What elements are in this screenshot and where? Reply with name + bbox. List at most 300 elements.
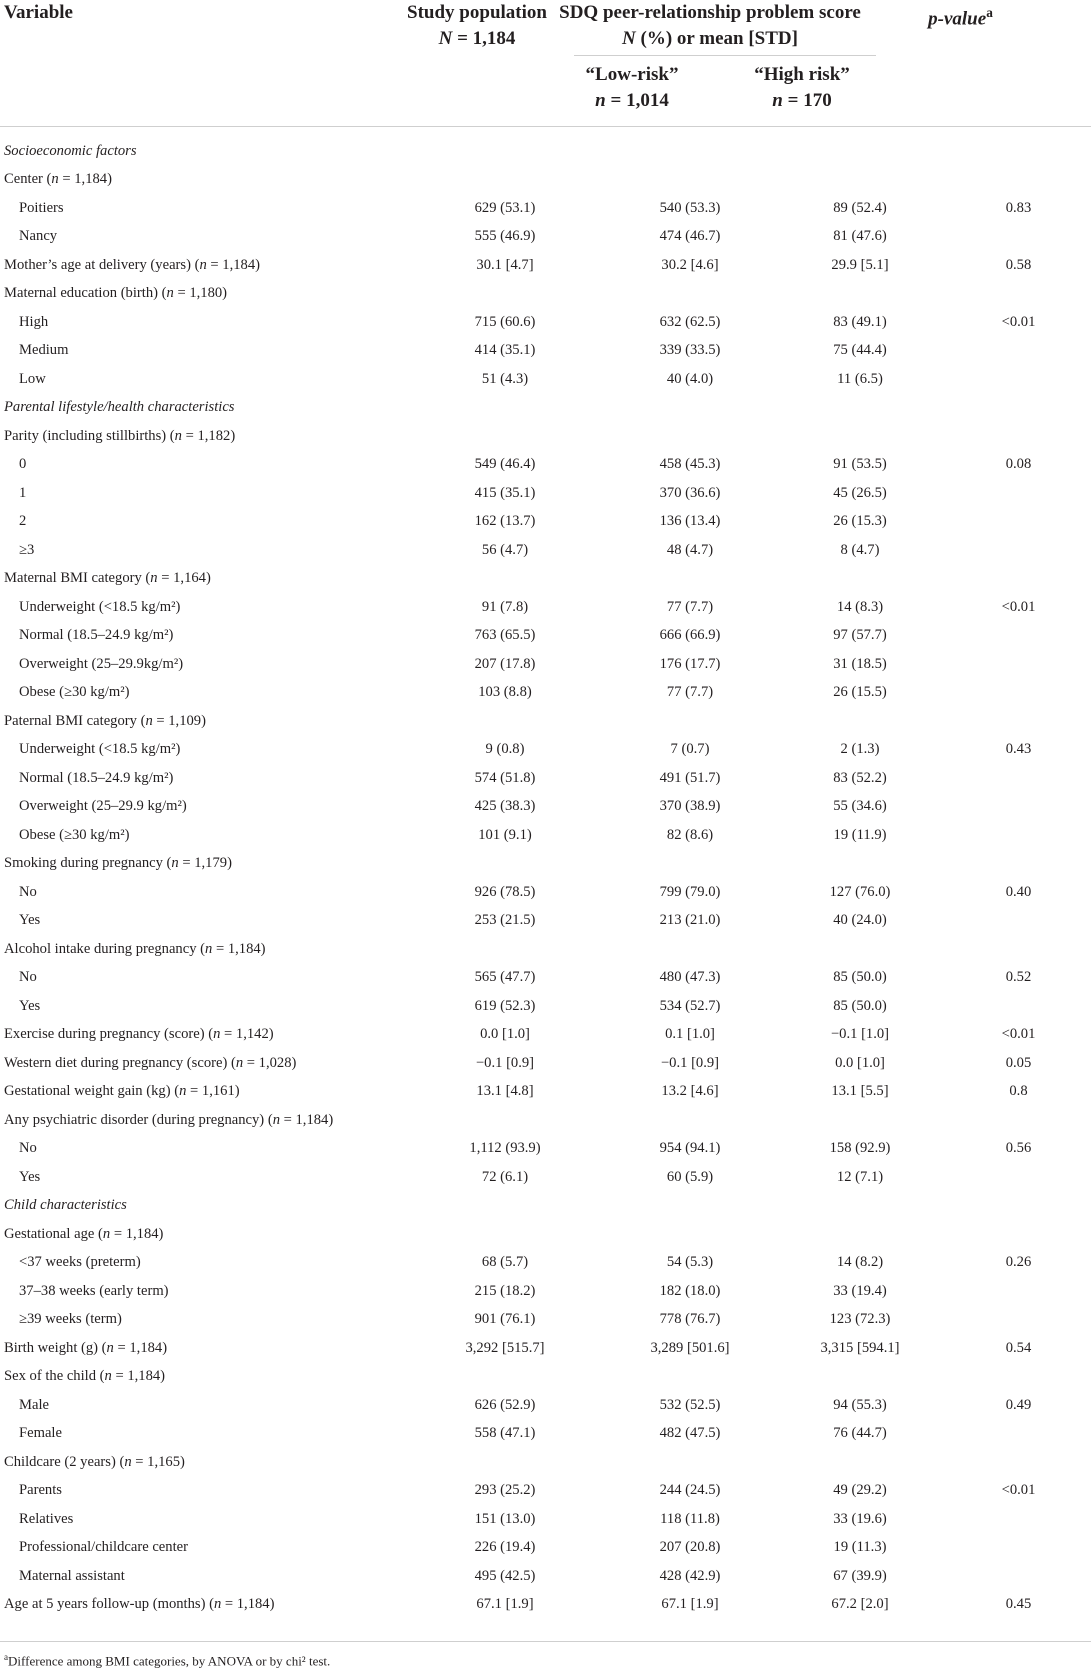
cell-high-risk: 19 (11.3) [833,1539,887,1556]
variable-row [0,1363,1091,1392]
cell-study-population: 13.1 [4.8] [476,1083,534,1100]
cell-study-population: 619 (52.3) [474,997,536,1014]
variable-label [0,166,404,195]
cell-high-risk: 91 (53.5) [833,456,887,473]
cell-high-risk: 26 (15.3) [833,513,887,530]
cell-study-population: 425 (38.3) [474,798,536,815]
cell-low-risk: 480 (47.3) [659,969,721,986]
cell-study-population: 293 (25.2) [474,1482,536,1499]
header-study-population [404,0,550,52]
cell-high-risk: 76 (44.7) [833,1425,887,1442]
variable-n-count: = 1,164) [157,570,211,587]
cell-high-risk: 49 (29.2) [833,1482,887,1499]
cell-low-risk: 67.1 [1.9] [661,1596,719,1613]
variable-label: Yes [19,997,41,1014]
header-study-n-letter: N [438,28,453,49]
variable-label [0,1334,404,1363]
cell-low-risk: 207 (20.8) [659,1539,721,1556]
variable-n-letter: n [150,570,158,587]
level-row [0,1477,1091,1506]
variable-row [0,166,1091,195]
variable-label [0,850,404,879]
cell-low-risk: 954 (94.1) [659,1140,721,1157]
level-row [0,793,1091,822]
cell-low-risk [606,1220,774,1249]
variable-row [0,1591,1091,1620]
variable-name: Exercise during pregnancy (score) ( [4,1026,214,1043]
variable-n-count: = 1,184) [58,171,112,188]
variable-n-letter: n [166,285,174,302]
cell-low-risk [606,1106,774,1135]
section-row [0,1192,1091,1221]
cell-pvalue [946,1106,1091,1135]
cell-high-risk [774,280,946,309]
cell-pvalue [946,1277,1091,1306]
data-table [0,137,1091,1619]
cell-study-population: 565 (47.7) [474,969,536,986]
variable-label [0,1591,404,1620]
variable-n-letter: n [205,940,213,957]
cell-study-population [404,1192,606,1221]
variable-n-count: = 1,142) [220,1026,274,1043]
cell-study-population: 207 (17.8) [474,655,536,672]
level-row [0,650,1091,679]
cell-low-risk: −0.1 [0.9] [660,1054,720,1071]
variable-label: <37 weeks (preterm) [19,1254,141,1271]
variable-row [0,280,1091,309]
cell-study-population: 103 (8.8) [478,684,532,701]
variable-label: 1 [19,484,27,501]
cell-high-risk: −0.1 [1.0] [830,1026,890,1043]
header-sdq-subtitle [550,26,870,52]
level-row [0,1420,1091,1449]
variable-label: No [19,969,37,986]
cell-low-risk: 339 (33.5) [659,342,721,359]
section-row [0,137,1091,166]
cell-low-risk: 60 (5.9) [666,1168,714,1185]
cell-high-risk: 31 (18.5) [833,655,887,672]
level-row [0,992,1091,1021]
variable-n-count: = 1,161) [186,1083,240,1100]
variable-label: Relatives [19,1510,74,1527]
variable-label: Male [19,1396,49,1413]
cell-low-risk: 428 (42.9) [659,1567,721,1584]
cell-high-risk [774,137,946,166]
cell-pvalue: 0.83 [1005,199,1032,216]
variable-label: ≥3 [19,541,35,558]
variable-label: Normal (18.5–24.9 kg/m²) [19,769,174,786]
cell-pvalue [946,280,1091,309]
variable-n-count: = 1,184) [221,1596,275,1613]
variable-row [0,1106,1091,1135]
level-row [0,479,1091,508]
cell-pvalue [946,650,1091,679]
cell-study-population: 555 (46.9) [474,228,536,245]
cell-high-risk [774,422,946,451]
level-row [0,508,1091,537]
header-high-n-value: = 170 [782,90,832,111]
level-row [0,1534,1091,1563]
cell-low-risk: 3,289 [501.6] [650,1339,730,1356]
variable-name: Gestational age ( [4,1225,103,1242]
variable-n-letter: n [51,171,59,188]
cell-study-population: 629 (53.1) [474,199,536,216]
cell-low-risk [606,1448,774,1477]
cell-pvalue: 0.40 [1005,883,1032,900]
variable-row [0,1078,1091,1107]
variable-row [0,1220,1091,1249]
cell-pvalue [946,907,1091,936]
cell-study-population: 926 (78.5) [474,883,536,900]
cell-pvalue [946,1306,1091,1335]
cell-study-population: 56 (4.7) [481,541,529,558]
cell-low-risk: 136 (13.4) [659,513,721,530]
variable-name: Childcare (2 years) ( [4,1453,125,1470]
cell-high-risk: 123 (72.3) [829,1311,891,1328]
cell-low-risk: 118 (11.8) [660,1510,720,1527]
variable-n-count: = 1,184) [279,1111,334,1128]
variable-label [0,1049,404,1078]
cell-low-risk: 778 (76.7) [659,1311,721,1328]
cell-study-population: 415 (35.1) [474,484,536,501]
variable-label: Poitiers [19,199,64,216]
section-label: Child characteristics [4,1197,127,1214]
cell-high-risk [774,166,946,195]
variable-row [0,422,1091,451]
cell-pvalue [946,850,1091,879]
cell-high-risk: 26 (15.5) [833,684,887,701]
variable-n-count: = 1,184) [110,1225,164,1242]
variable-label [0,1078,404,1107]
variable-name: Sex of the child ( [4,1368,105,1385]
cell-study-population: 549 (46.4) [474,456,536,473]
cell-pvalue [946,479,1091,508]
level-row [0,907,1091,936]
variable-name: Birth weight (g) ( [4,1339,107,1356]
cell-low-risk: 799 (79.0) [659,883,721,900]
cell-low-risk: 666 (66.9) [659,627,721,644]
cell-high-risk: 40 (24.0) [833,912,887,929]
cell-low-risk: 534 (52.7) [659,997,721,1014]
cell-high-risk: 85 (50.0) [833,997,887,1014]
variable-n-count: = 1,028) [243,1054,297,1071]
variable-n-letter: n [171,855,179,872]
level-row [0,1306,1091,1335]
variable-name: Smoking during pregnancy ( [4,855,172,872]
cell-low-risk: 54 (5.3) [666,1254,714,1271]
cell-low-risk [606,935,774,964]
variable-n-letter: n [145,712,153,729]
cell-high-risk [774,935,946,964]
level-row [0,736,1091,765]
cell-pvalue: 0.45 [1005,1596,1032,1613]
level-row [0,964,1091,993]
variable-row [0,565,1091,594]
header-high-n-letter: n [772,90,783,111]
cell-study-population [404,1220,606,1249]
cell-high-risk: 11 (6.5) [837,370,883,387]
cell-study-population: 1,112 (93.9) [469,1140,541,1157]
cell-study-population: 51 (4.3) [481,370,529,387]
variable-label: Obese (≥30 kg/m²) [19,826,130,843]
data-table-body [0,137,1091,1619]
variable-row [0,1334,1091,1363]
cell-study-population [404,280,606,309]
header-low-risk-label: “Low-risk” [585,64,679,85]
variable-name: Age at 5 years follow-up (months) ( [4,1596,214,1613]
variable-label: Maternal assistant [19,1567,125,1584]
table-bottom-rule [0,1641,1091,1642]
cell-high-risk [774,1363,946,1392]
cell-study-population: 715 (60.6) [474,313,536,330]
variable-label [0,1106,404,1135]
cell-study-population [404,137,606,166]
variable-n-count: = 1,184) [206,256,260,273]
variable-n-letter: n [235,1054,244,1071]
variable-label: Nancy [19,228,58,245]
cell-study-population: 226 (19.4) [474,1539,536,1556]
cell-study-population: 68 (5.7) [481,1254,529,1271]
level-row [0,1562,1091,1591]
header-variable [4,0,73,26]
variable-label [0,935,404,964]
cell-pvalue [946,1505,1091,1534]
level-row [0,536,1091,565]
cell-study-population [404,1363,606,1392]
cell-low-risk: 632 (62.5) [659,313,721,330]
cell-high-risk: 83 (52.2) [833,769,887,786]
variable-label: High [19,313,49,330]
cell-study-population: 901 (76.1) [474,1311,536,1328]
variable-label: Professional/childcare center [19,1539,188,1556]
cell-pvalue: <0.01 [1001,1026,1036,1043]
variable-n-count: = 1,184) [111,1368,166,1385]
variable-label: ≥39 weeks (term) [19,1311,122,1328]
cell-low-risk: 176 (17.7) [659,655,721,672]
cell-high-risk: 97 (57.7) [833,627,887,644]
cell-low-risk: 540 (53.3) [659,199,721,216]
header-bottom-rule [0,126,1091,127]
cell-high-risk: 67 (39.9) [833,1567,887,1584]
variable-label: 37–38 weeks (early term) [19,1282,169,1299]
cell-pvalue [946,707,1091,736]
cell-low-risk: 82 (8.6) [666,826,714,843]
cell-pvalue: 0.52 [1005,969,1032,986]
cell-low-risk: 370 (38.9) [659,798,721,815]
level-row [0,1277,1091,1306]
cell-low-risk: 7 (0.7) [670,741,710,758]
cell-study-population [404,850,606,879]
level-row [0,878,1091,907]
variable-name: Western diet during pregnancy (score) ( [4,1054,236,1071]
cell-pvalue: <0.01 [1001,598,1036,615]
cell-low-risk: 182 (18.0) [659,1282,721,1299]
variable-label: Overweight (25–29.9kg/m²) [19,655,184,672]
cell-high-risk: 89 (52.4) [833,199,887,216]
cell-pvalue: 0.26 [1005,1254,1032,1271]
cell-low-risk: 40 (4.0) [666,370,714,387]
variable-row [0,707,1091,736]
cell-low-risk [606,166,774,195]
cell-pvalue [946,166,1091,195]
cell-pvalue [946,508,1091,537]
cell-low-risk: 213 (21.0) [659,912,721,929]
variable-n-count: = 1,184) [212,940,266,957]
cell-study-population: 763 (65.5) [474,627,536,644]
cell-pvalue [946,1220,1091,1249]
variable-label [0,1363,404,1392]
level-row [0,764,1091,793]
cell-low-risk [606,1192,774,1221]
cell-low-risk: 458 (45.3) [659,456,721,473]
cell-high-risk: 13.1 [5.5] [831,1083,889,1100]
cell-study-population: 414 (35.1) [474,342,536,359]
variable-n-count: = 1,182) [181,427,236,444]
cell-study-population [404,394,606,423]
variable-n-letter: n [102,1225,111,1242]
variable-name: Any psychiatric disorder (during pregnancy) ( [4,1111,273,1128]
variable-n-count: = 1,180) [173,285,228,302]
section-row [0,394,1091,423]
cell-high-risk: 83 (49.1) [833,313,887,330]
variable-n-letter: n [213,1026,221,1043]
variable-label: Underweight (<18.5 kg/m²) [19,741,181,758]
level-row [0,1505,1091,1534]
header-sdq [550,0,870,52]
variable-name: Gestational weight gain (kg) ( [4,1083,180,1100]
cell-high-risk [774,565,946,594]
variable-name: Center ( [4,171,52,188]
cell-study-population [404,707,606,736]
header-high-risk [716,62,888,114]
variable-n-count: = 1,109) [152,712,206,729]
level-row [0,593,1091,622]
variable-n-count: = 1,179) [178,855,232,872]
header-pvalue-sup: a [986,5,993,20]
cell-study-population: 574 (51.8) [474,769,536,786]
variable-n-count: = 1,165) [131,1453,185,1470]
variable-n-letter: n [179,1083,187,1100]
header-pvalue-label: p-value [928,8,987,30]
cell-low-risk: 77 (7.7) [666,598,714,615]
cell-high-risk: 55 (34.6) [833,798,887,815]
variable-row [0,1021,1091,1050]
variable-n-count: = 1,184) [113,1339,168,1356]
variable-row [0,1049,1091,1078]
cell-pvalue [946,1163,1091,1192]
variable-n-letter: n [124,1453,132,1470]
level-row [0,223,1091,252]
header-sdq-title: SDQ peer-relationship problem score [559,2,861,23]
cell-study-population: 0.0 [1.0] [480,1026,530,1043]
cell-low-risk [606,137,774,166]
cell-low-risk: 48 (4.7) [666,541,714,558]
cell-pvalue [946,1448,1091,1477]
cell-pvalue: 0.05 [1005,1054,1032,1071]
cell-high-risk: 75 (44.4) [833,342,887,359]
cell-high-risk: 85 (50.0) [833,969,887,986]
cell-high-risk: 2 (1.3) [840,741,880,758]
variable-label [0,280,404,309]
cell-pvalue: 0.56 [1005,1140,1032,1157]
variable-label [0,1021,404,1050]
header-sdq-sub-n: N [622,28,636,49]
cell-study-population: 101 (9.1) [478,826,532,843]
cell-low-risk [606,1363,774,1392]
cell-pvalue [946,223,1091,252]
cell-pvalue [946,536,1091,565]
cell-pvalue [946,622,1091,651]
cell-low-risk: 0.1 [1.0] [665,1026,715,1043]
variable-label: No [19,883,37,900]
level-row [0,1391,1091,1420]
cell-pvalue [946,565,1091,594]
cell-high-risk [774,1192,946,1221]
level-row [0,679,1091,708]
variable-name: Maternal BMI category ( [4,570,151,587]
cell-high-risk: 67.2 [2.0] [831,1596,889,1613]
header-low-n-value: = 1,014 [605,90,669,111]
variable-label: 0 [19,456,27,473]
variable-row [0,850,1091,879]
cell-high-risk [774,707,946,736]
cell-pvalue [946,935,1091,964]
cell-pvalue: 0.8 [1009,1083,1028,1100]
level-row [0,365,1091,394]
cell-study-population [404,1448,606,1477]
cell-study-population: 626 (52.9) [474,1396,536,1413]
cell-low-risk: 13.2 [4.6] [661,1083,719,1100]
cell-pvalue: <0.01 [1001,1482,1036,1499]
cell-high-risk: 0.0 [1.0] [835,1054,885,1071]
cell-low-risk: 532 (52.5) [659,1396,721,1413]
cell-study-population [404,1106,606,1135]
header-study-population-label: Study population [407,2,547,23]
variable-label: 2 [19,513,27,530]
level-row [0,1249,1091,1278]
cell-high-risk: 33 (19.4) [833,1282,887,1299]
footnote-text: Difference among BMI categories, by ANOVA or by chi² test. [8,1653,331,1669]
variable-label [0,1220,404,1249]
cell-high-risk: 14 (8.3) [836,598,884,615]
variable-label: Yes [19,1168,41,1185]
cell-study-population: 253 (21.5) [474,912,536,929]
variable-label [0,707,404,736]
cell-high-risk [774,394,946,423]
cell-study-population: 3,292 [515.7] [465,1339,545,1356]
cell-low-risk [606,565,774,594]
variable-label: Normal (18.5–24.9 kg/m²) [19,627,174,644]
header-low-risk-n [548,88,716,114]
cell-study-population: 151 (13.0) [474,1510,536,1527]
cell-pvalue [946,764,1091,793]
header-sdq-divider [574,55,876,56]
cell-low-risk: 491 (51.7) [659,769,721,786]
cell-high-risk: 19 (11.9) [833,826,887,843]
cell-high-risk: 29.9 [5.1] [831,256,889,273]
cell-low-risk [606,707,774,736]
cell-study-population: 495 (42.5) [474,1567,536,1584]
cell-high-risk [774,1448,946,1477]
cell-low-risk: 370 (36.6) [659,484,721,501]
variable-label: Underweight (<18.5 kg/m²) [19,598,181,615]
level-row [0,308,1091,337]
cell-pvalue [946,137,1091,166]
cell-high-risk: 33 (19.6) [833,1510,887,1527]
variable-label: Parents [19,1482,62,1499]
cell-low-risk [606,280,774,309]
header-high-risk-label: “High risk” [754,64,850,85]
